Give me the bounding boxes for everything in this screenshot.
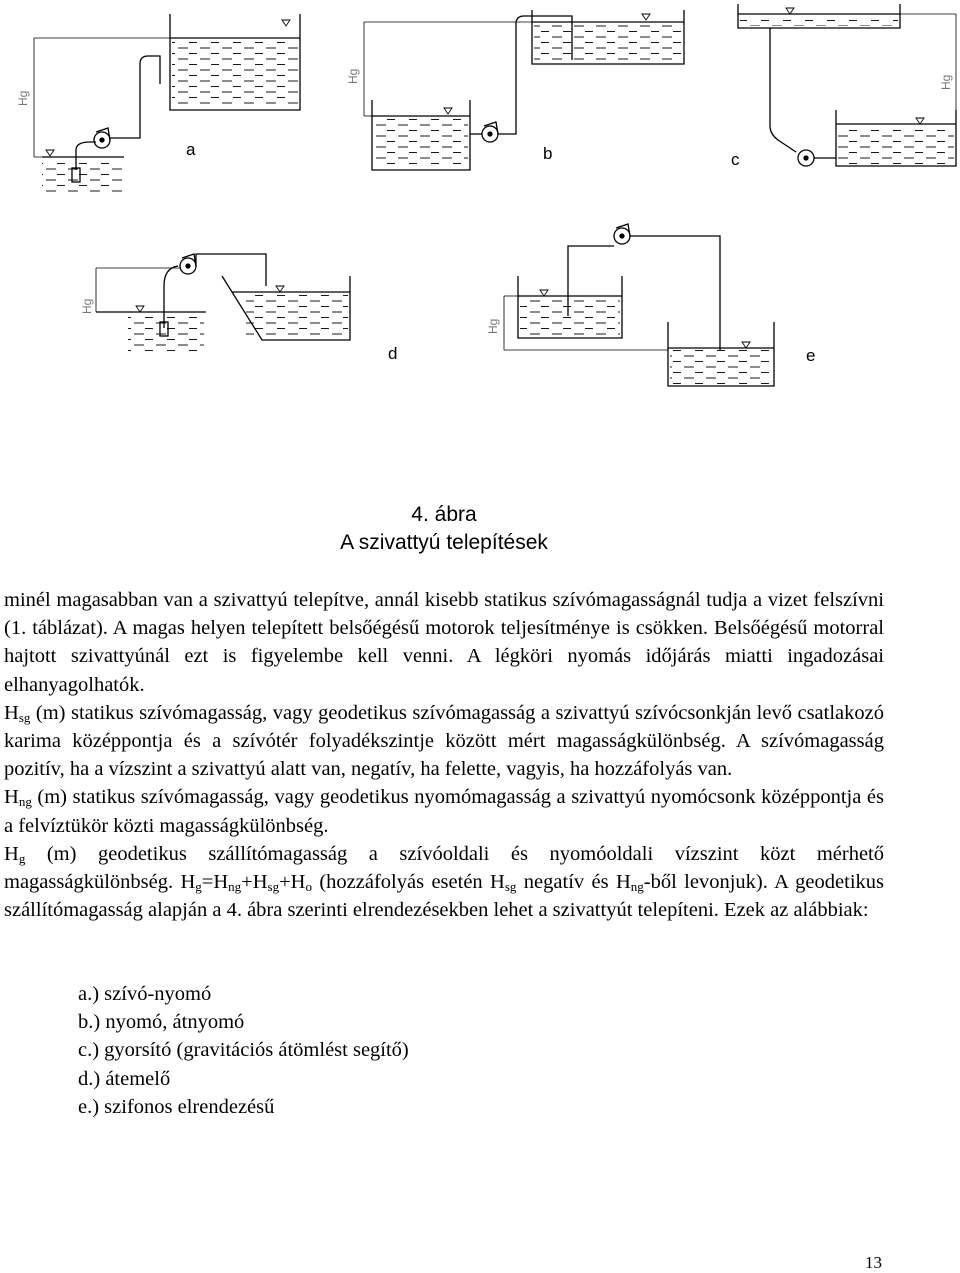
figure-caption-title: A szivattyú telepítések: [340, 531, 548, 554]
subscript-g: g: [18, 850, 26, 866]
formula-part: (hozzáfolyás esetén H: [311, 871, 505, 894]
subscript-ng: ng: [18, 794, 32, 810]
hg-label-a: Hg: [16, 90, 30, 106]
subfigure-label-e: e: [806, 346, 816, 365]
symbol-h: H: [4, 842, 19, 865]
hg-label-d: Hg: [80, 298, 94, 314]
subfigure-c-diagram: [738, 4, 956, 166]
symbol-h: H: [4, 701, 19, 724]
installation-intro: -ből levonjuk). A geodetikus szállítómagasság alapján a 4. ábra szerinti elrendezésekben lehet a szivattyút telepíteni. Ezek az alábbiak:: [4, 871, 884, 922]
paragraph-hng: [4, 783, 884, 839]
formula-part: negatív és H: [516, 871, 631, 894]
hg-label-c: Hg: [939, 74, 953, 90]
subfigure-b-diagram: [364, 10, 684, 170]
hsg-definition: (m) statikus szívómagasság, vagy geodetikus szívómagasság a szivattyú szívócsonkján levő csatlakozó karima középpontja és a szívótér folyadékszintje között mért magasságkülönbség. A szívómagasság pozitív, ha a vízszint a szivattyú alatt van, negatív, ha felette, vagyis, ha hozzáfolyás van.: [4, 701, 884, 781]
list-item: a.) szívó-nyomó: [78, 983, 212, 1005]
subscript-sg: sg: [18, 709, 31, 725]
installation-list: [78, 980, 409, 1121]
subfigure-label-d: d: [388, 344, 398, 363]
paragraph-hsg: [4, 699, 884, 784]
list-item: e.) szifonos elrendezésű: [78, 1095, 275, 1118]
list-item: d.) átemelő: [78, 1067, 171, 1090]
subscript-g: g: [195, 879, 202, 895]
subfigure-label-a: a: [186, 140, 196, 159]
subscript-ng: ng: [630, 879, 644, 895]
subscript-o: o: [305, 879, 312, 895]
subfigure-label-c: c: [731, 150, 740, 169]
formula-part: =H: [201, 871, 229, 894]
page-number: 13: [865, 1253, 882, 1272]
paragraph-1: minél magasabban van a szivattyú telepítve, annál kisebb statikus szívómagasságnál tudja a vizet felszívni (1. táblázat). A magas helyen telepített belsőégésű motorok teljesítménye is csökken. Belsőégésű motorral hajtott szivattyúnál ezt is figyelembe kell venni. A légköri nyomás időjárás miatti ingadozásai elhanyagolhatók.: [4, 589, 884, 696]
figure-caption-number: 4. ábra: [411, 503, 477, 526]
subfigure-e-diagram: [504, 224, 774, 386]
symbol-h: H: [4, 786, 19, 809]
hg-label-e: Hg: [486, 318, 500, 334]
pump-installation-figure: [0, 0, 960, 480]
list-item: b.) nyomó, átnyomó: [78, 1011, 245, 1034]
subfigure-label-b: b: [543, 144, 553, 163]
subscript-sg: sg: [267, 879, 280, 895]
formula-part: +H: [241, 871, 268, 894]
subscript-ng: ng: [228, 879, 242, 895]
subfigure-d-diagram: [96, 254, 350, 354]
hg-label-b: Hg: [346, 68, 360, 84]
hng-definition: (m) statikus szívómagasság, vagy geodetikus nyomómagasság a szivattyú nyomócsonk középpontja és a felvíztükör közti magasságkülönbség.: [4, 786, 884, 837]
list-item: c.) gyorsító (gravitációs átömlést segítő): [78, 1039, 409, 1062]
formula-part: +H: [279, 871, 306, 894]
subscript-sg: sg: [504, 879, 517, 895]
paragraph-hg: [4, 840, 884, 925]
body-text: [4, 586, 884, 924]
subfigure-a-diagram: [34, 14, 300, 195]
hg-definition: (m) geodetikus szállítómagasság a szívóoldali és nyomóoldali vízszint közt mérhető magasságkülönbség. H: [4, 842, 884, 894]
